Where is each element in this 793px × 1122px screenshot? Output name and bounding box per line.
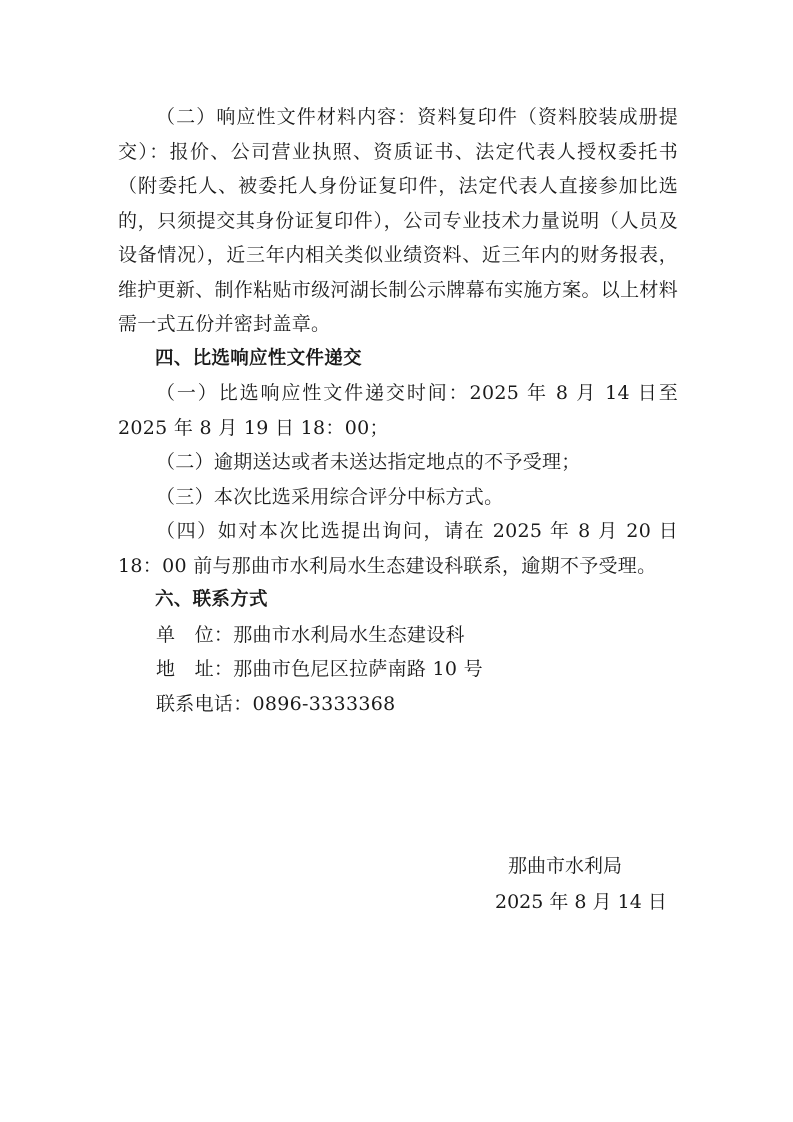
document-body [118, 100, 678, 721]
paragraph-submission-time: （一）比选响应性文件递交时间：2025 年 8 月 14 日至 2025 年 8 月 19 日 18：00； [118, 382, 678, 439]
paragraph-response-materials: （二）响应性文件材料内容：资料复印件（资料胶装成册提交）：报价、公司营业执照、资质证书、法定代表人授权委托书（附委托人、被委托人身份证复印件，法定代表人直接参加比选的，只须提交其身份证复印件），公司专业技术力量说明（人员及设备情况），近三年内相关类似业绩资料、近三年内的财务报表，维护更新、制作粘贴市级河湖长制公示牌幕布实施方案。以上材料需一式五份并密封盖章。 [118, 106, 678, 335]
paragraph-inquiry: （四）如对本次比选提出询问，请在 2025 年 8 月 20 日 18：00 前与那曲市水利局水生态建设科联系，逾期不予受理。 [118, 520, 678, 577]
contact-phone: 联系电话：0896-3333368 [156, 692, 396, 715]
paragraph-scoring-method: （三）本次比选采用综合评分中标方式。 [156, 485, 504, 508]
contact-unit: 单 位：那曲市水利局水生态建设科 [156, 623, 465, 646]
contact-address: 地 址：那曲市色尼区拉萨南路 10 号 [156, 658, 483, 680]
section-heading-submission: 四、比选响应性文件递交 [155, 347, 362, 369]
signature-date: 2025 年 8 月 14 日 [495, 891, 667, 913]
signature-organization: 那曲市水利局 [508, 855, 623, 877]
section-heading-contact: 六、联系方式 [155, 589, 268, 610]
paragraph-late-rejection: （二）逾期送达或者未送达指定地点的不予受理； [156, 451, 581, 473]
